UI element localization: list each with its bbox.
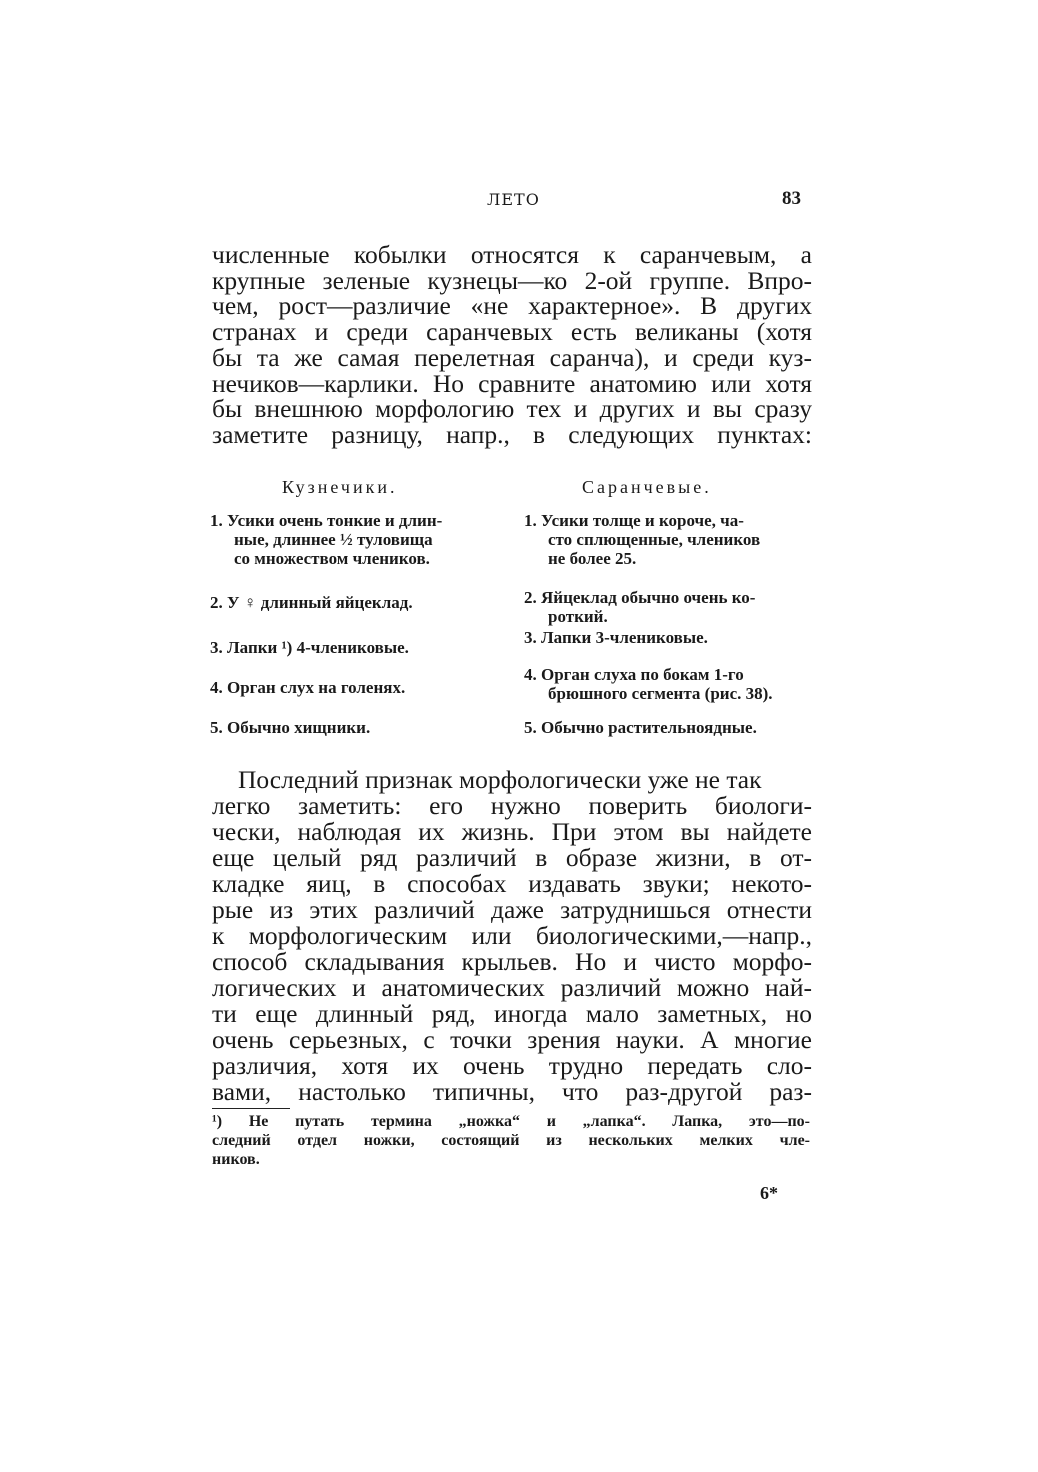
list-item bbox=[210, 678, 500, 697]
text-line: чески, наблюдая их жизнь. При этом вы найдете bbox=[212, 817, 812, 846]
item-line: брюшного сегмента (рис. 38). bbox=[548, 684, 773, 703]
item-line: 1. Усики толще и короче, ча- bbox=[524, 511, 744, 530]
item-line: 2. Яйцеклад обычно очень ко- bbox=[524, 588, 756, 607]
text-line: бы внешнюю морфологию тех и других и вы сразу bbox=[212, 394, 812, 424]
text-line: различия, хотя их очень трудно передать сло- bbox=[212, 1051, 812, 1080]
item-line: 4. Орган слуха по бокам 1-го bbox=[524, 665, 744, 684]
grasshoppers-column bbox=[210, 477, 500, 737]
list-item bbox=[210, 511, 500, 568]
list-item bbox=[524, 665, 814, 703]
page-number: 83 bbox=[782, 188, 801, 209]
item-line: роткий. bbox=[548, 607, 608, 626]
footnote-line: следний отдел ножки, состоящий из нескольких мелких чле- bbox=[212, 1132, 810, 1149]
text-line: Последний признак морфологически уже не так bbox=[238, 765, 762, 794]
text-line: рые из этих различий даже затруднишься отнести bbox=[212, 895, 812, 924]
text-line: легко заметить: его нужно поверить биологи- bbox=[212, 791, 812, 820]
text-line: способ складывания крыльев. Но и чисто морфо- bbox=[212, 947, 812, 976]
text-line: заметите разницу, напр., в следующих пунктах: bbox=[212, 419, 812, 449]
item-line: сто сплющенные, члеников bbox=[548, 530, 761, 549]
item-line: ные, длиннее ½ туловища bbox=[234, 530, 433, 549]
item-line: 2. У ♀ длинный яйцеклад. bbox=[210, 593, 413, 612]
column-heading: Кузнечики. bbox=[282, 477, 398, 497]
text-line: очень серьезных, с точки зрения науки. А многие bbox=[212, 1025, 812, 1054]
footnote bbox=[212, 1112, 810, 1169]
item-line: 5. Обычно растительноядные. bbox=[524, 718, 757, 737]
intro-paragraph bbox=[212, 242, 812, 448]
running-title: ЛЕТО bbox=[487, 190, 540, 209]
text-line: ти еще длинный ряд, иногда мало заметных, но bbox=[212, 999, 812, 1028]
item-line: 4. Орган слух на голенях. bbox=[210, 678, 406, 697]
column-heading: Саранчевые. bbox=[582, 477, 712, 497]
text-line: вами, настолько типичны, что раз-другой раз- bbox=[212, 1077, 812, 1106]
item-line: 3. Лапки 3-члениковые. bbox=[524, 628, 708, 647]
list-item bbox=[210, 638, 500, 657]
item-line: 1. Усики очень тонкие и длин- bbox=[210, 511, 443, 530]
list-item bbox=[524, 588, 814, 626]
text-line: еще целый ряд различий в образе жизни, в от- bbox=[212, 843, 812, 872]
text-line: к морфологическим или биологическими,—напр., bbox=[212, 921, 812, 950]
closing-paragraph bbox=[212, 767, 812, 1105]
text-line: крупные зеленые кузнецы—ко 2-ой группе. Впро- bbox=[212, 265, 812, 295]
item-line: не более 25. bbox=[548, 549, 637, 568]
list-item bbox=[210, 718, 500, 737]
text-line: логических и анатомических различий можно най- bbox=[212, 973, 812, 1002]
footnote-line: ¹) Не путать термина „ножка“ и „лапка“. Лапка, это—по- bbox=[212, 1113, 810, 1130]
item-line: 3. Лапки ¹) 4-члениковые. bbox=[210, 638, 409, 657]
footnote-line: ников. bbox=[212, 1151, 260, 1168]
text-line: бы та же самая перелетная саранча), и среди куз- bbox=[212, 342, 812, 372]
printer-signature: 6* bbox=[760, 1183, 778, 1203]
text-line: чем, рост—различие «не характерное». В других bbox=[212, 291, 812, 321]
list-item bbox=[524, 511, 814, 568]
text-line: численные кобылки относятся к саранчевым, а bbox=[212, 240, 812, 269]
list-item bbox=[210, 593, 500, 612]
text-line: странах и среди саранчевых есть великаны (хотя bbox=[212, 317, 812, 347]
locusts-column bbox=[524, 477, 814, 737]
footnote-divider bbox=[212, 1108, 290, 1109]
item-line: со множеством члеников. bbox=[234, 549, 430, 568]
item-line: 5. Обычно хищники. bbox=[210, 718, 371, 737]
text-line: нечиков—карлики. Но сравните анатомию или хотя bbox=[212, 368, 812, 398]
list-item bbox=[524, 628, 814, 647]
text-line: кладке яиц, в способах издавать звуки; некото- bbox=[212, 869, 812, 898]
list-item bbox=[524, 718, 814, 737]
